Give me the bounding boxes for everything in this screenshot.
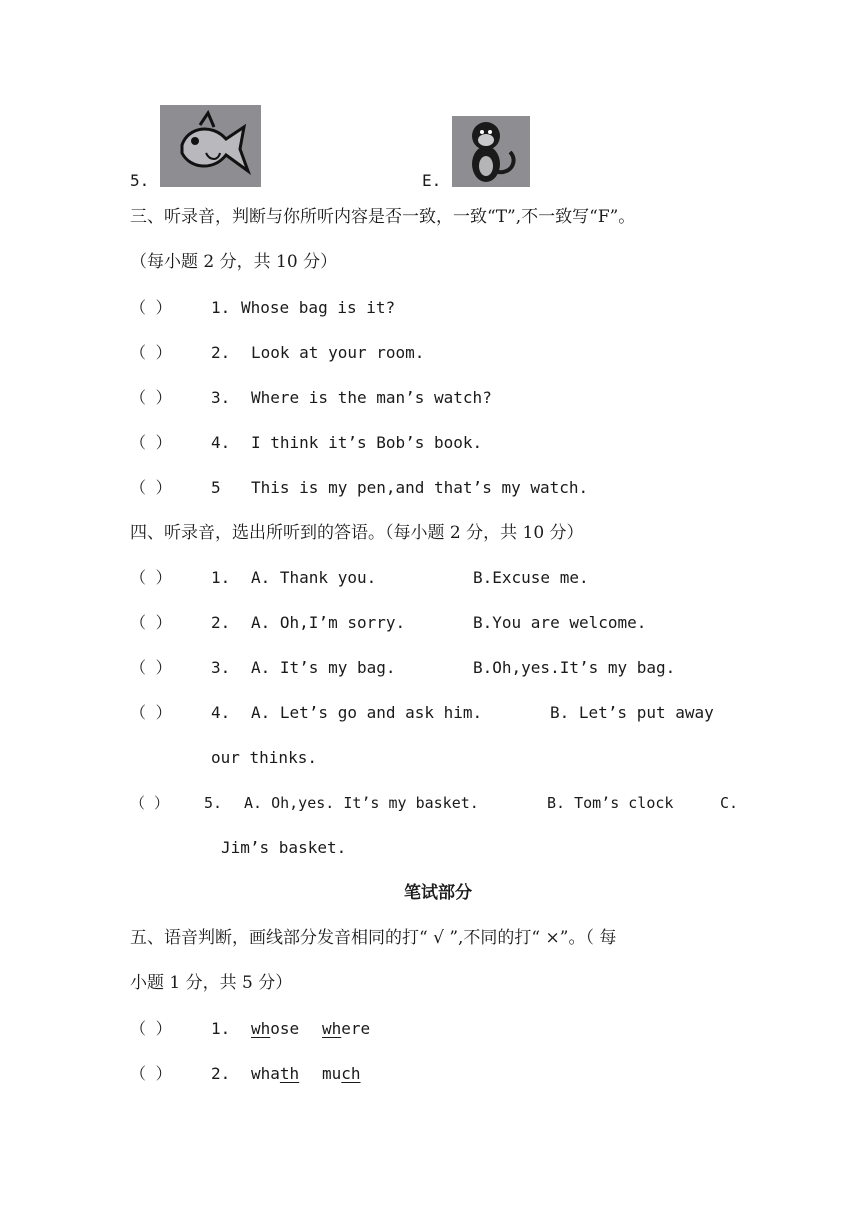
picture-letter: E.: [422, 171, 442, 190]
item-number: 4.: [211, 703, 231, 722]
item-text: Where is the man’s watch?: [251, 388, 492, 407]
answer-bracket[interactable]: （ ）: [130, 433, 172, 452]
list-item: [130, 702, 714, 724]
item-number: 1.: [211, 298, 231, 317]
section-5-heading-cont: 小题 1 分，共 5 分）: [130, 973, 293, 993]
option-b: B. Let’s put away: [550, 703, 714, 722]
option-a: A. Let’s go and ask him.: [251, 703, 483, 722]
item-number: 4.: [211, 433, 231, 452]
list-item: [130, 657, 676, 679]
list-item: [130, 612, 647, 634]
option-b: B.You are welcome.: [473, 613, 647, 632]
answer-bracket[interactable]: （ ）: [130, 613, 172, 632]
picture-number: 5.: [130, 171, 150, 190]
item-text: This is my pen,and that’s my watch.: [251, 478, 589, 497]
option-c: C.: [720, 794, 739, 812]
option-a: A. It’s my bag.: [251, 658, 396, 677]
word-2: where: [322, 1019, 371, 1038]
underlined-part: th: [279, 1064, 300, 1083]
answer-bracket[interactable]: （ ）: [130, 298, 172, 317]
list-item: [130, 387, 492, 409]
word-1: whath: [251, 1064, 300, 1083]
answer-bracket[interactable]: （ ）: [130, 794, 170, 812]
section-3-heading: 三、听录音，判断与你所听内容是否一致，一致“T”,不一致写“F”。: [130, 207, 636, 227]
option-a: A. Thank you.: [251, 568, 377, 587]
underlined-part: wh: [251, 1019, 271, 1038]
answer-bracket[interactable]: （ ）: [130, 343, 172, 362]
option-b: B.Oh,yes.It’s my bag.: [473, 658, 676, 677]
list-item: [130, 792, 739, 814]
list-item: [130, 477, 589, 499]
word-2: much: [322, 1064, 361, 1083]
item-text: I think it’s Bob’s book.: [251, 433, 483, 452]
option-c-continuation: Jim’s basket.: [221, 838, 347, 857]
list-item: [130, 342, 425, 364]
answer-bracket[interactable]: （ ）: [130, 703, 172, 722]
item-text: Whose bag is it?: [241, 298, 396, 317]
answer-bracket[interactable]: （ ）: [130, 568, 172, 587]
answer-bracket[interactable]: （ ）: [130, 1064, 172, 1083]
item-number: 1.: [211, 1019, 231, 1038]
option-b: B. Tom’s clock: [547, 794, 674, 812]
answer-bracket[interactable]: （ ）: [130, 388, 172, 407]
item-number: 2.: [211, 613, 231, 632]
item-number: 2.: [211, 343, 231, 362]
list-item: [130, 567, 589, 589]
fish-picture-icon: [160, 105, 261, 187]
item-number: 2.: [211, 1064, 231, 1083]
list-item: [130, 432, 483, 454]
monkey-picture-icon: [452, 116, 530, 187]
item-number: 5: [211, 478, 221, 497]
answer-bracket[interactable]: （ ）: [130, 478, 172, 497]
list-item: [130, 1018, 371, 1040]
underlined-part: ch: [341, 1064, 361, 1083]
list-item: [130, 297, 396, 319]
underlined-part: wh: [322, 1019, 342, 1038]
written-part-title: 笔试部分: [404, 883, 472, 903]
item-number: 1.: [211, 568, 231, 587]
section-4-heading: 四、听录音，选出所听到的答语。（每小题 2 分，共 10 分）: [130, 523, 584, 543]
option-b-continuation: our thinks.: [211, 748, 317, 767]
section-3-note: （每小题 2 分，共 10 分）: [130, 252, 338, 272]
item-number: 3.: [211, 388, 231, 407]
list-item: [130, 1063, 361, 1085]
section-5-heading: 五、语音判断，画线部分发音相同的打“ √ ”,不同的打“ ×”。（ 每: [130, 928, 617, 948]
option-b: B.Excuse me.: [473, 568, 589, 587]
word-1: whose: [251, 1019, 300, 1038]
answer-bracket[interactable]: （ ）: [130, 658, 172, 677]
answer-bracket[interactable]: （ ）: [130, 1019, 172, 1038]
option-a: A. Oh,I’m sorry.: [251, 613, 406, 632]
item-text: Look at your room.: [251, 343, 425, 362]
item-number: 3.: [211, 658, 231, 677]
option-a: A. Oh,yes. It’s my basket.: [244, 794, 479, 812]
item-number: 5.: [204, 794, 223, 812]
